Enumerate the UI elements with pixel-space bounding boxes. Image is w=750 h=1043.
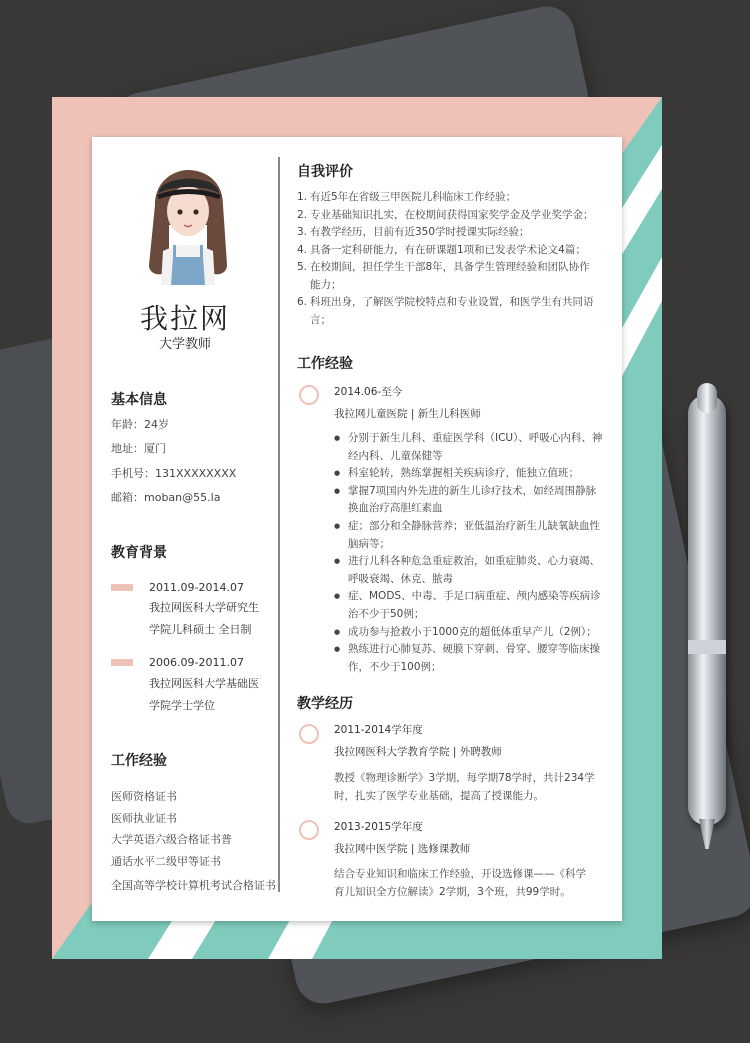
education-text: 我拉网医科大学基础医学院学士学位 xyxy=(149,677,259,712)
teaching-org: 我拉网医科大学教育学院 | 外聘教师 xyxy=(334,746,502,758)
work-bullet: ● 成功参与抢救小于1000克的超低体重早产儿（2例）； xyxy=(334,624,604,642)
work-heading: 工作经验 xyxy=(297,356,353,372)
work-bullet: ● 熟练进行心肺复苏、硬膜下穿刺、骨穿、腰穿等临床操作，不少于100例； xyxy=(334,641,604,676)
education-date: 2006.09-2011.07 xyxy=(149,656,244,669)
timeline-circle xyxy=(299,385,319,405)
timeline-circle xyxy=(299,724,319,744)
basic-info-item: 手机号：131XXXXXXXX xyxy=(111,467,237,480)
basic-info-item: 邮箱：moban@55.la xyxy=(111,491,221,504)
teaching-text: 结合专业知识和临床工作经验，开设选修课——《科学育儿知识全方位解读》2学期，3个班，共99学时。 xyxy=(334,868,586,898)
timeline-circle xyxy=(299,820,319,840)
cert-item: 通话水平二级甲等证书 xyxy=(111,855,221,868)
work-bullet: ● 进行儿科各种危急重症救治，如重症肺炎、心力衰竭、呼吸衰竭、休克、脓毒 xyxy=(334,553,604,588)
work-bullet: ● 科室轮转，熟练掌握相关疾病诊疗，能独立值班； xyxy=(334,465,604,483)
work-bullet: ● 掌握7项国内外先进的新生儿诊疗技术，如经周围静脉换血治疗高胆红素血 xyxy=(334,483,604,518)
teaching-text: 教授《物理诊断学》3学期，每学期78学时，共计234学时，扎实了医学专业基础，提高了授课能力。 xyxy=(334,772,595,802)
education-marker xyxy=(111,584,133,591)
education-marker xyxy=(111,659,133,666)
education-text: 我拉网医科大学研究生学院儿科硕士 全日制 xyxy=(149,601,259,636)
person-name: 我拉网 xyxy=(139,302,230,335)
self-eval-item: 1. 有近5年在省级三甲医院儿科临床工作经验； xyxy=(297,191,517,203)
self-eval-item: 2. 专业基础知识扎实，在校期间获得国家奖学金及学业奖学金； xyxy=(297,208,594,221)
education-heading: 教育背景 xyxy=(111,545,167,561)
avatar xyxy=(145,165,231,285)
teaching-heading: 教学经历 xyxy=(297,696,353,712)
self-eval-item: 3. 有教学经历，目前有近350学时授课实际经验； xyxy=(297,226,530,238)
basic-info-item: 年龄：24岁 xyxy=(111,418,169,431)
work-bullet: ● 分别于新生儿科、重症医学科（ICU）、呼吸心内科、神经内科、儿童保健等 xyxy=(334,430,604,465)
left-column xyxy=(92,137,278,921)
self-eval-item: 6. 科班出身，了解医学院校特点和专业设置，和医学生有共同语言； xyxy=(297,296,594,326)
teaching-org: 我拉网中医学院 | 选修课教师 xyxy=(334,843,471,855)
education-date: 2011.09-2014.07 xyxy=(149,581,244,594)
teaching-date: 2011-2014学年度 xyxy=(334,724,423,736)
resume-paper xyxy=(92,137,622,921)
self-eval-list xyxy=(297,189,599,329)
work-bullets xyxy=(334,430,604,676)
work-bullet: ● 症、MODS、中毒、手足口病重症、颅内感染等疾病诊治不少于50例； xyxy=(334,588,604,623)
cert-item: 全国高等学校计算机考试合格证书 xyxy=(111,879,276,892)
work-date: 2014.06-至今 xyxy=(334,386,403,398)
self-eval-item: 4. 具备一定科研能力，有在研课题1项和已发表学术论文4篇； xyxy=(297,243,586,256)
teaching-date: 2013-2015学年度 xyxy=(334,821,423,833)
self-eval-item: 5. 在校期间，担任学生干部8年，具备学生管理经验和团队协作能力； xyxy=(297,261,590,291)
pen xyxy=(688,395,726,825)
cert-item: 大学英语六级合格证书普 xyxy=(111,833,232,846)
work-bullet: ● 症；部分和全静脉营养；亚低温治疗新生儿缺氧缺血性脑病等； xyxy=(334,518,604,553)
self-eval-heading: 自我评价 xyxy=(297,164,353,180)
person-title: 大学教师 xyxy=(158,337,211,352)
column-divider xyxy=(278,157,280,892)
certs-heading: 工作经验 xyxy=(111,753,167,769)
work-org: 我拉网儿童医院 | 新生儿科医师 xyxy=(334,408,481,420)
right-column xyxy=(297,137,607,921)
basic-info-item: 地址：厦门 xyxy=(111,442,166,455)
cert-item: 医师执业证书 xyxy=(111,812,177,825)
cert-item: 医师资格证书 xyxy=(111,790,177,803)
basic-info-heading: 基本信息 xyxy=(111,392,167,408)
